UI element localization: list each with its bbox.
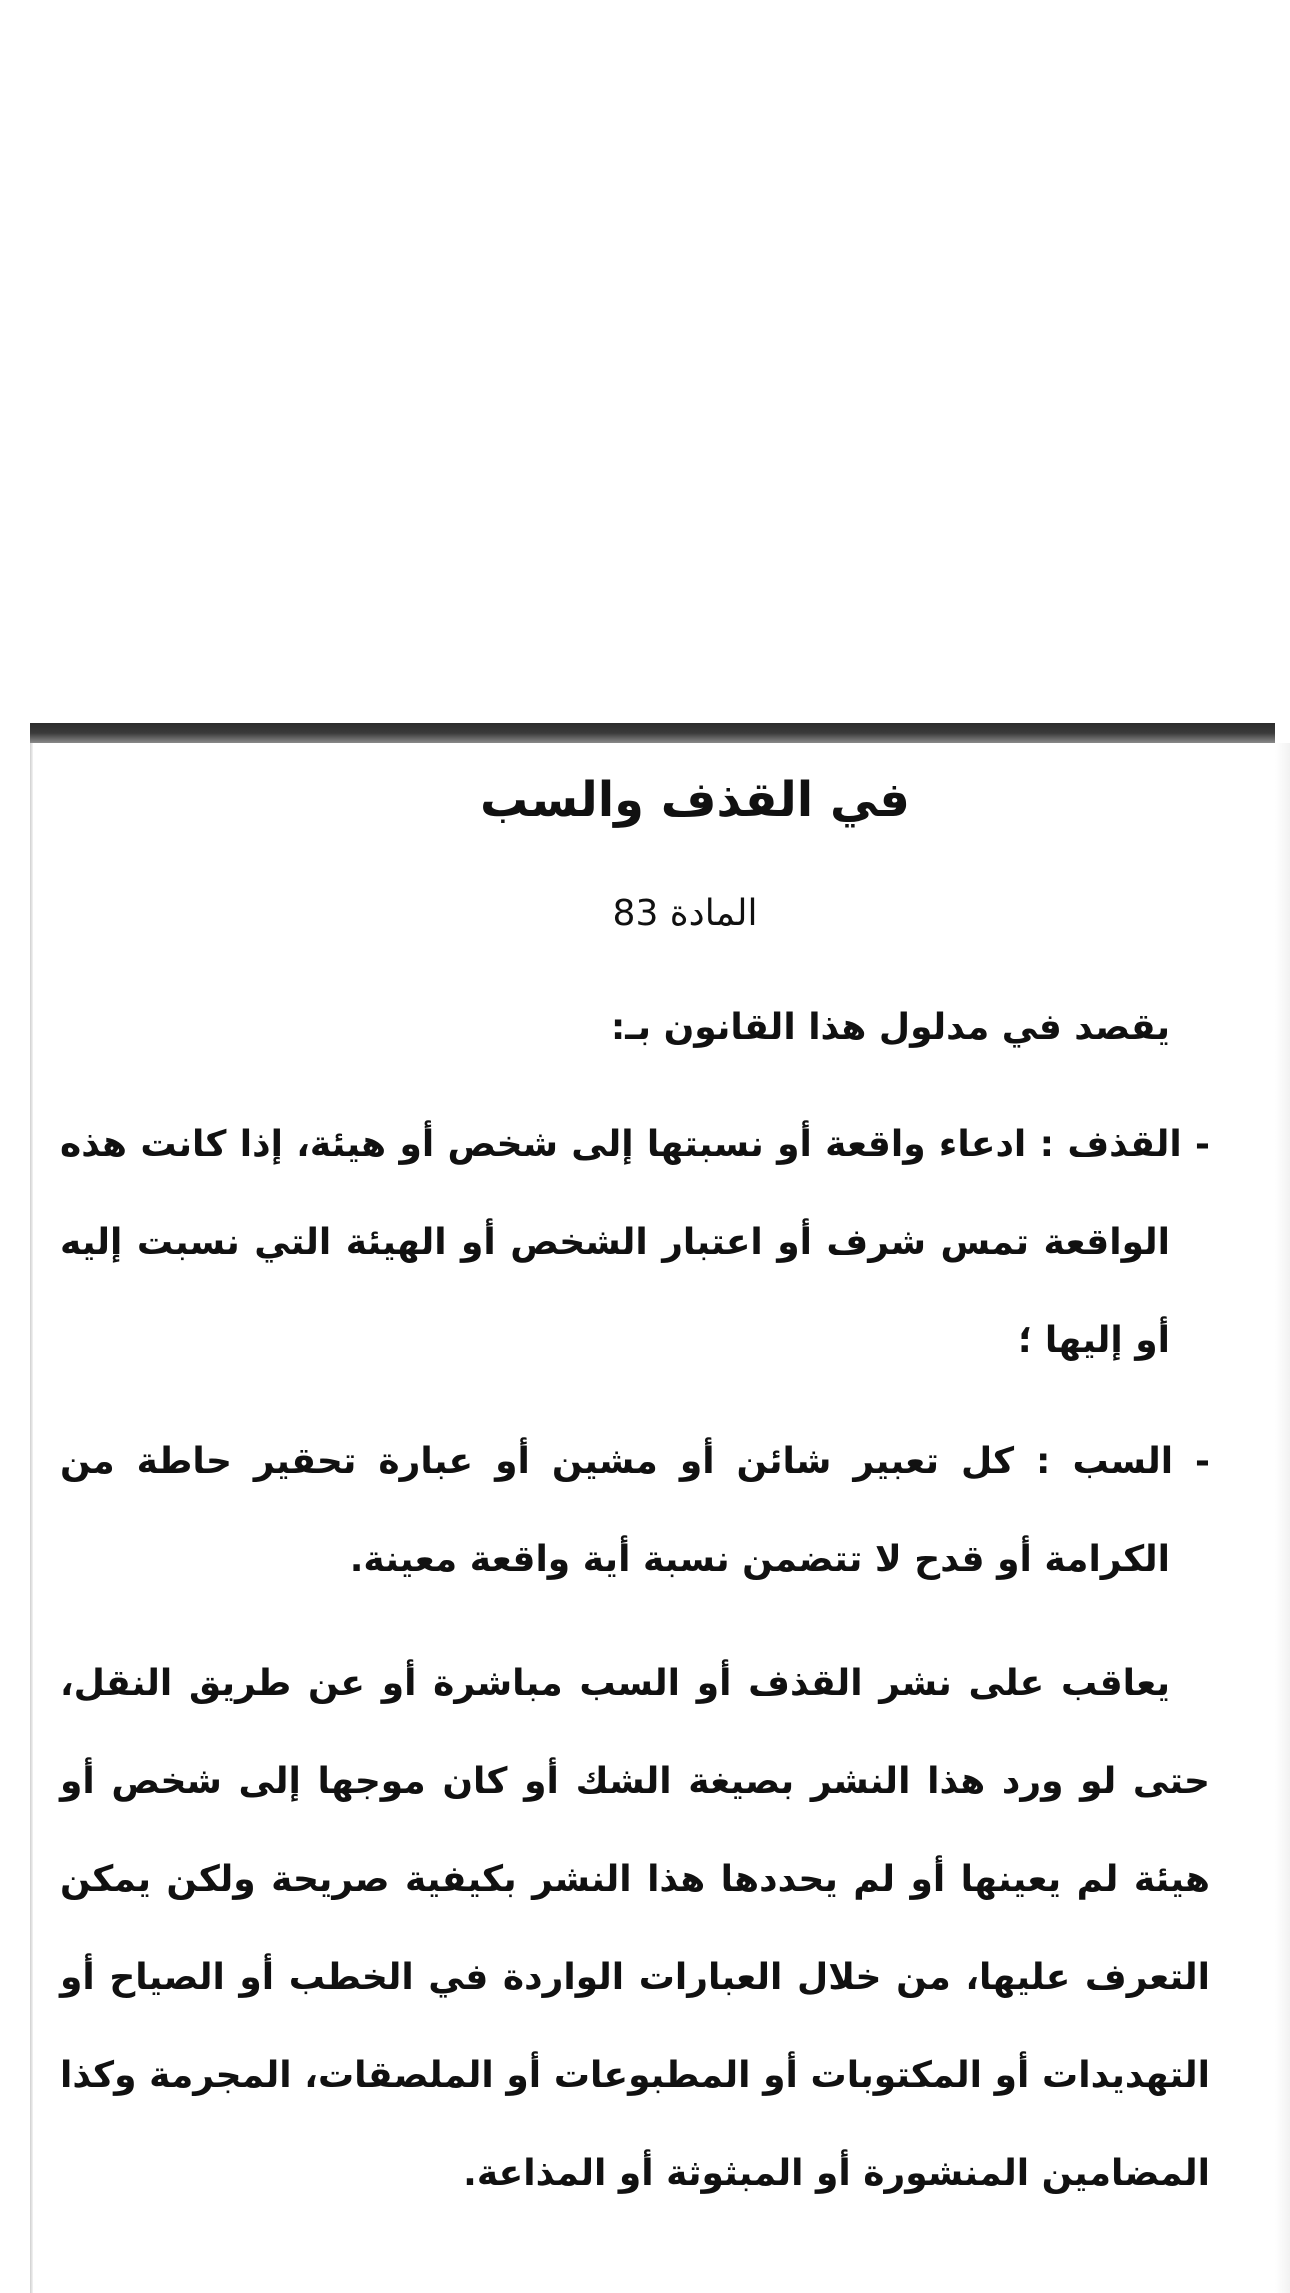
section-title: في القذف والسب [480,772,910,828]
penalty-paragraph: يعاقب على نشر القذف أو السب مباشرة أو عن طريق النقل، حتى لو ورد هذا النشر بصيغة الشك أو كان موجها إلى شخص أو هيئة لم يعينها أو لم يحددها هذا النشر بكيفية صريحة ولكن يمكن التعرف عليها، من خلال العبارات الواردة في الخطب أو الصياح أو التهديدات أو المكتوبات أو المطبوعات أو الملصقات، المجرمة وكذا المضامين المنشورة أو المبثوثة أو المذاعة. [60,1663,1210,2194]
page-right-edge [1275,743,1290,2293]
definition-qadhf: - القذف : ادعاء واقعة أو نسبتها إلى شخص أو هيئة، إذا كانت هذه الواقعة تمس شرف أو اعتبار الشخص أو الهيئة التي نسبت إليه أو إليها ؛ [60,1124,1210,1361]
page-top-border [30,723,1275,743]
blank-area [0,0,1290,720]
definition-sabb: - السب : كل تعبير شائن أو مشين أو عبارة تحقير حاطة من الكرامة أو قدح لا تتضمن نسبة أية واقعة معينة. [60,1441,1210,1580]
document-page [60,743,1210,2293]
intro-line: يقصد في مدلول هذا القانون بـ: [610,1007,1170,1048]
article-heading: المادة 83 [612,893,758,934]
page-left-edge [30,743,33,2293]
